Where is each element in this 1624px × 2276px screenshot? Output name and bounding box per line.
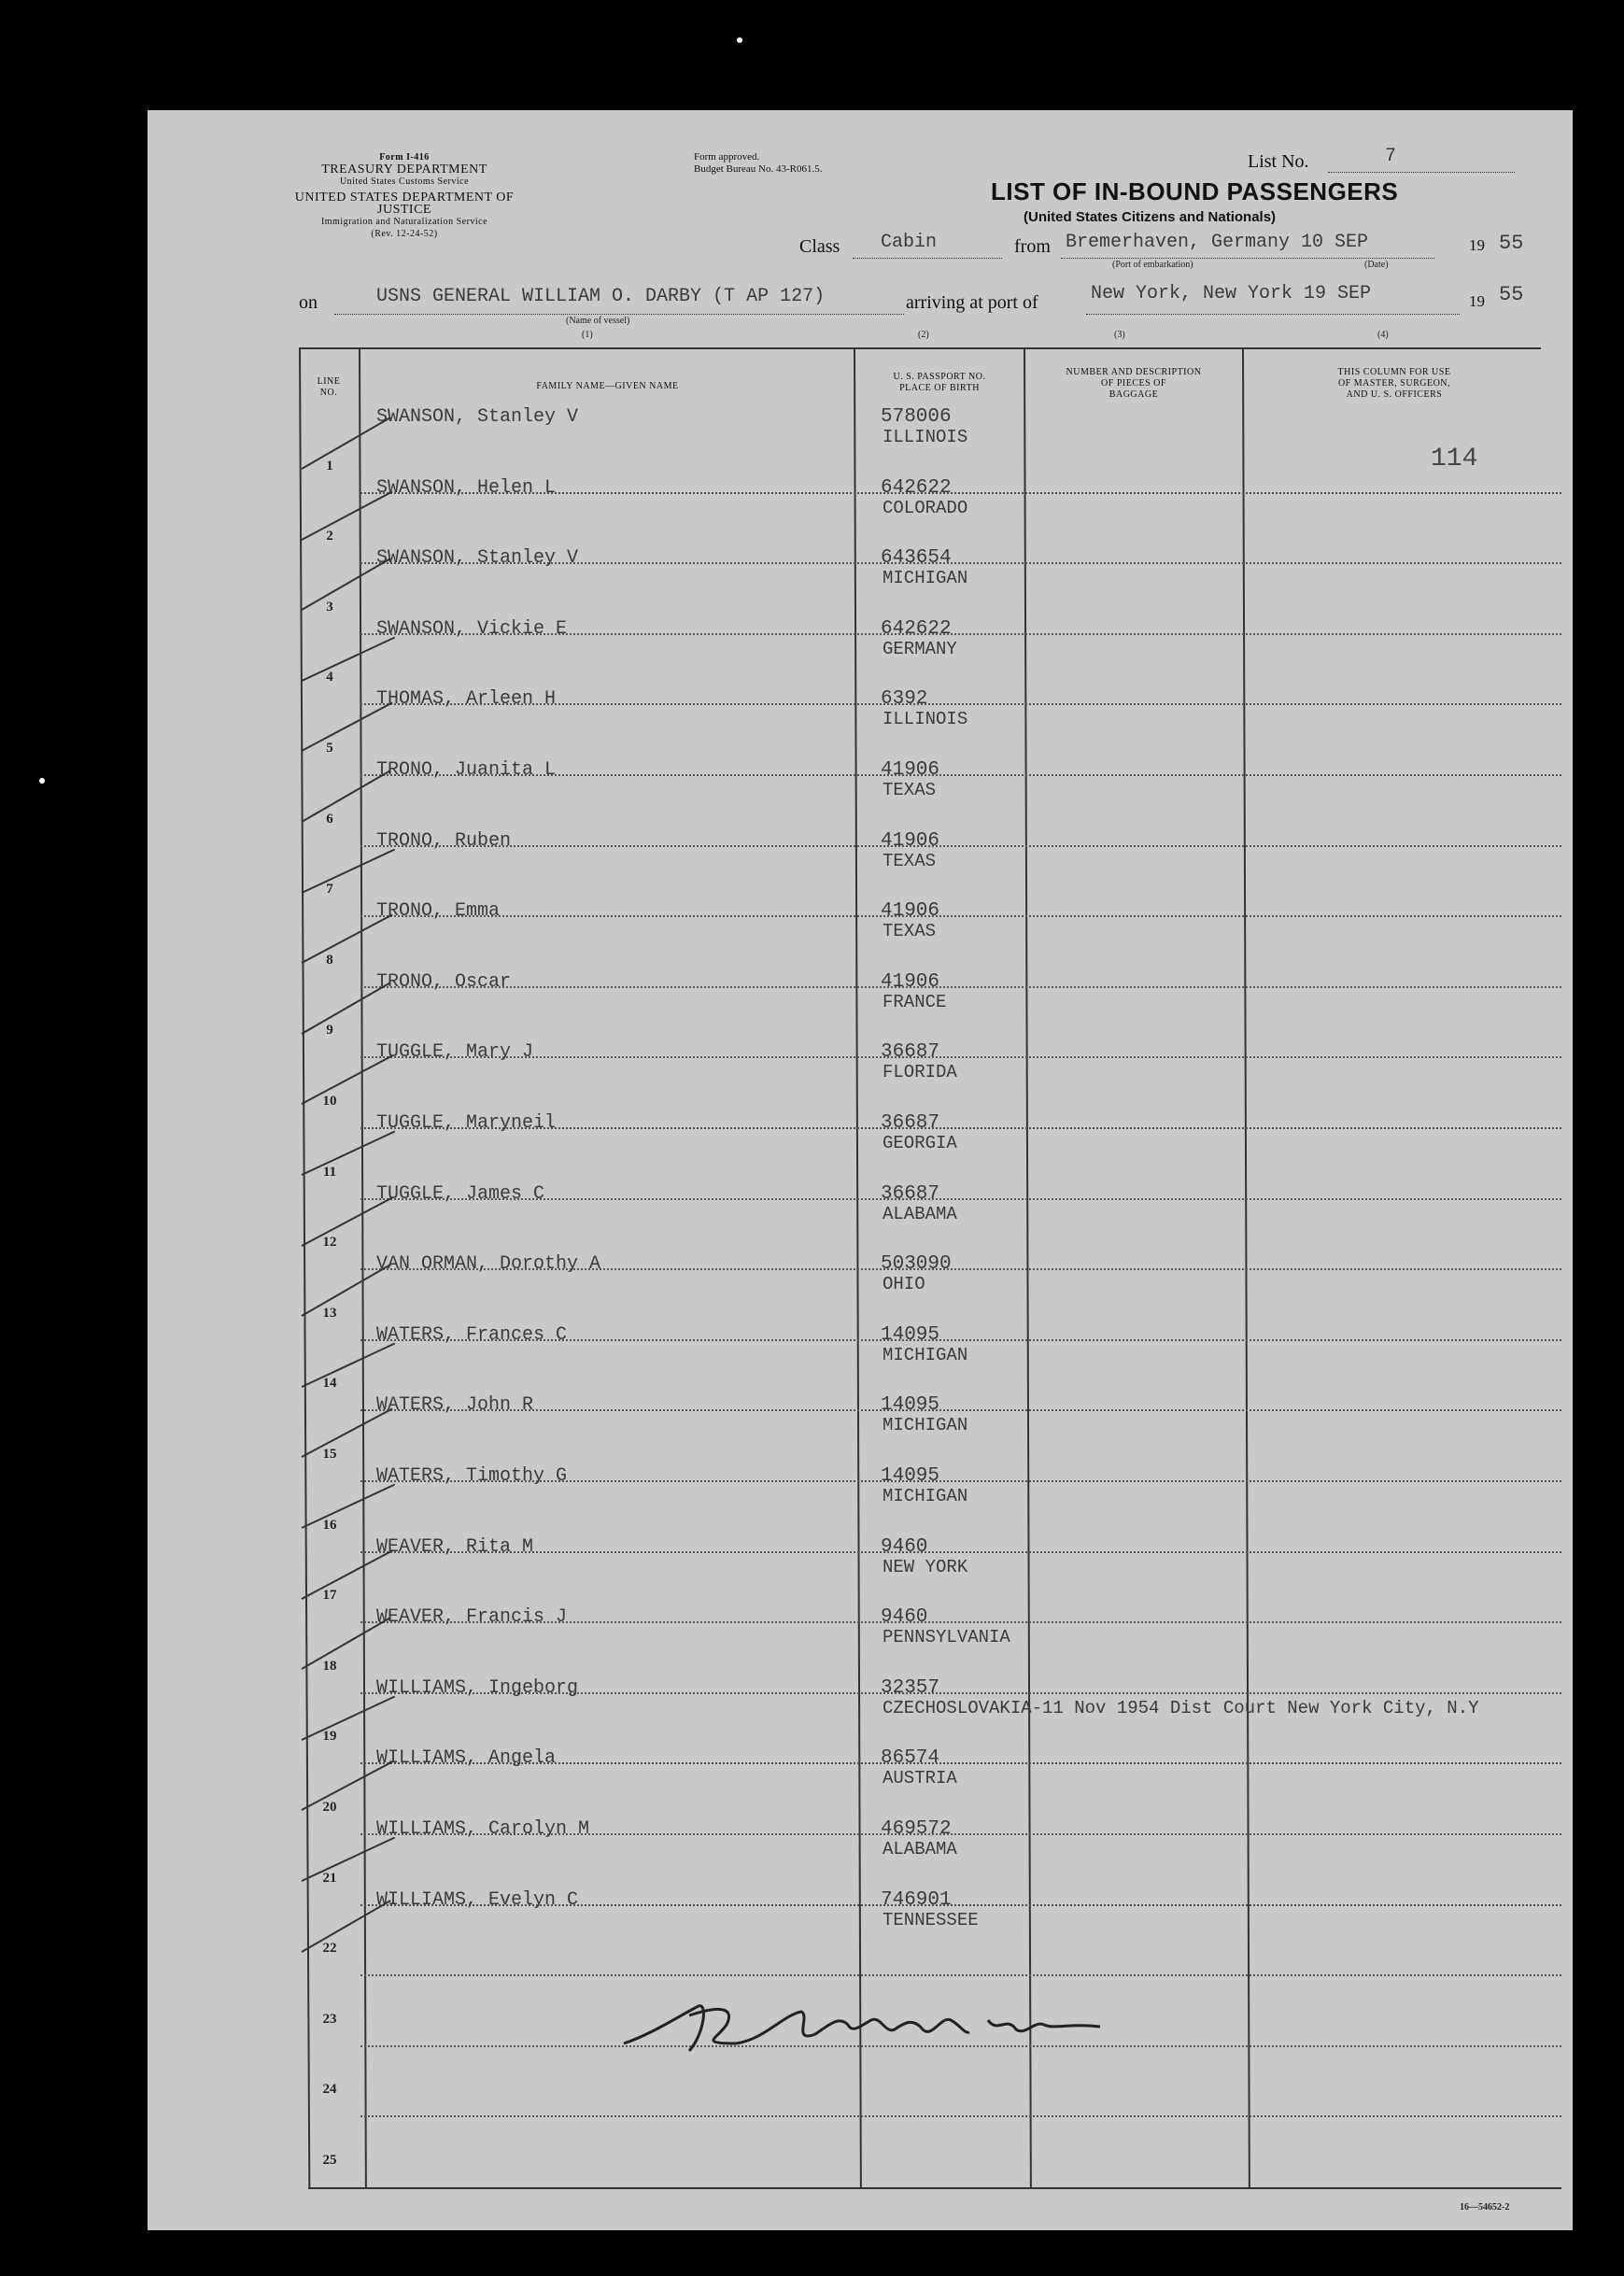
row-divider <box>360 1056 1561 1058</box>
line-number: 16 <box>322 1517 337 1533</box>
line-number: 15 <box>322 1447 337 1462</box>
passport-number: 36687 <box>881 1182 940 1205</box>
justice-dept: UNITED STATES DEPARTMENT OF JUSTICE <box>294 191 515 217</box>
place-of-birth: OHIO <box>883 1274 925 1295</box>
place-of-birth: PENNSYLVANIA <box>883 1627 1010 1648</box>
passport-number: 14095 <box>881 1394 940 1417</box>
place-of-birth: ALABAMA <box>883 1839 957 1859</box>
customs-service: United States Customs Service <box>339 177 470 187</box>
place-of-birth: GERMANY <box>883 638 957 659</box>
passport-number: 41906 <box>881 900 940 923</box>
line-number: 24 <box>322 2082 337 2098</box>
check-mark <box>302 1196 393 1246</box>
line-number: 8 <box>326 952 333 968</box>
class-value: Cabin <box>881 232 938 253</box>
check-mark <box>302 1549 393 1599</box>
line-number: 17 <box>322 1588 337 1604</box>
check-mark <box>302 1264 391 1317</box>
row-divider <box>360 1551 1561 1553</box>
from-label: from <box>1014 236 1051 257</box>
check-mark <box>302 490 393 540</box>
place-of-birth: MICHIGAN <box>883 1415 968 1436</box>
line-number: 18 <box>322 1658 337 1674</box>
passenger-name: WILLIAMS, Angela <box>376 1747 557 1770</box>
passenger-name: TUGGLE, Maryneil <box>376 1112 557 1134</box>
place-of-birth: ILLINOIS <box>883 709 968 730</box>
row-divider <box>360 845 1561 847</box>
check-mark <box>302 1484 396 1529</box>
class-label: Class <box>799 236 840 257</box>
ins-service: Immigration and Naturalization Service <box>320 217 488 227</box>
port-caption: (Port of embarkation) <box>1112 260 1193 270</box>
place-of-birth: CZECHOSLOVAKIA-11 Nov 1954 Dist Court New York City, N.Y <box>883 1697 1479 1718</box>
passport-number: 14095 <box>881 1323 940 1346</box>
check-mark <box>302 848 396 893</box>
line-number: 11 <box>322 1164 337 1180</box>
col-number-1: (1) <box>582 330 593 340</box>
form-number: Form I-416 <box>379 152 430 163</box>
passenger-name: SWANSON, Stanley V <box>376 547 579 570</box>
place-of-birth: GEORGIA <box>883 1133 957 1153</box>
check-mark <box>302 702 393 752</box>
line-number: 14 <box>322 1376 337 1392</box>
approval-block <box>694 151 822 176</box>
line-number: 5 <box>326 741 333 756</box>
signature <box>614 1978 1137 2062</box>
passport-number: 32357 <box>881 1676 940 1699</box>
passenger-name: TUGGLE, James C <box>376 1182 545 1205</box>
embarkation-port: Bremerhaven, Germany 10 SEP <box>1066 232 1369 253</box>
passenger-name: THOMAS, Arleen H <box>376 688 557 711</box>
row-divider <box>360 1409 1561 1411</box>
place-of-birth: TEXAS <box>883 780 937 800</box>
col-number-4: (4) <box>1377 330 1389 340</box>
passenger-name: WATERS, Frances C <box>376 1323 568 1346</box>
passenger-name: SWANSON, Vickie E <box>376 617 568 640</box>
line-number: 20 <box>322 1800 337 1815</box>
check-mark <box>302 1131 396 1176</box>
place-of-birth: NEW YORK <box>883 1556 968 1577</box>
passenger-name: TRONO, Emma <box>376 900 501 923</box>
line-number: 23 <box>322 2011 337 2027</box>
check-mark <box>302 982 391 1035</box>
passport-number: 503090 <box>881 1253 952 1276</box>
row-divider <box>360 1974 1561 1976</box>
line-number: 7 <box>326 882 333 898</box>
passport-number: 578006 <box>881 406 952 428</box>
passport-number: 9460 <box>881 1535 928 1558</box>
list-number: 7 <box>1385 146 1397 167</box>
vessel-line <box>334 314 904 315</box>
header-line-no: LINE NO. <box>317 376 341 398</box>
arriving-label: arriving at port of <box>906 292 1038 313</box>
passenger-name: TRONO, Juanita L <box>376 759 557 781</box>
form-subtitle: (United States Citizens and Nationals) <box>1024 209 1277 225</box>
speck <box>737 37 742 43</box>
place-of-birth: TEXAS <box>883 850 937 871</box>
col-number-2: (2) <box>918 330 929 340</box>
passenger-name: WEAVER, Rita M <box>376 1535 534 1558</box>
passport-number: 14095 <box>881 1465 940 1487</box>
header-baggage: NUMBER AND DESCRIPTION OF PIECES OF BAGGAGE <box>1066 367 1202 400</box>
line-number: 12 <box>322 1235 337 1251</box>
passenger-name: SWANSON, Helen L <box>376 476 557 499</box>
passenger-name: WATERS, John R <box>376 1394 534 1417</box>
revision-date: (Rev. 12-24-52) <box>371 229 438 239</box>
line-number: 13 <box>322 1305 337 1321</box>
place-of-birth: MICHIGAN <box>883 1344 968 1365</box>
speck <box>39 778 45 784</box>
check-mark <box>302 417 391 470</box>
arrival-port: New York, New York 19 SEP <box>1091 283 1372 304</box>
passport-number: 36687 <box>881 1112 940 1134</box>
vessel-name: USNS GENERAL WILLIAM O. DARBY (T AP 127) <box>376 286 826 307</box>
table-top-border <box>299 347 1541 349</box>
place-of-birth: MICHIGAN <box>883 568 968 589</box>
header-officers: THIS COLUMN FOR USE OF MASTER, SURGEON, AND U. S. OFFICERS <box>1337 367 1451 400</box>
header-family-name: FAMILY NAME—GIVEN NAME <box>536 381 679 391</box>
place-of-birth: AUSTRIA <box>883 1768 957 1789</box>
budget-bureau: Budget Bureau No. 43-R061.5. <box>694 163 823 175</box>
passenger-name: WILLIAMS, Carolyn M <box>376 1818 590 1840</box>
line-number: 21 <box>322 1870 337 1886</box>
line-number: 4 <box>326 670 333 686</box>
place-of-birth: FLORIDA <box>883 1062 957 1083</box>
line-number: 9 <box>326 1023 333 1039</box>
passenger-name: TRONO, Ruben <box>376 829 512 852</box>
arrival-line <box>1086 314 1460 315</box>
line-number: 25 <box>322 2153 337 2168</box>
passenger-name: WILLIAMS, Ingeborg <box>376 1676 579 1699</box>
place-of-birth: MICHIGAN <box>883 1486 968 1506</box>
date-caption: (Date) <box>1364 260 1389 270</box>
footer-code: 16—54652-2 <box>1460 2202 1510 2212</box>
officer-mark: 114 <box>1431 445 1478 474</box>
place-of-birth: FRANCE <box>883 991 947 1012</box>
passport-number: 86574 <box>881 1747 940 1770</box>
table-bottom-border <box>308 2187 1561 2189</box>
check-mark <box>302 1695 396 1740</box>
check-mark <box>302 1761 393 1811</box>
header-passport: U. S. PASSPORT NO. PLACE OF BIRTH <box>893 372 986 393</box>
passport-number: 9460 <box>881 1606 928 1629</box>
table-left-border <box>299 347 310 2189</box>
check-mark <box>302 1837 396 1882</box>
place-of-birth: ALABAMA <box>883 1203 957 1224</box>
check-mark <box>302 914 393 964</box>
line-number: 3 <box>326 599 333 615</box>
list-number-line <box>1328 172 1515 173</box>
passport-number: 41906 <box>881 829 940 852</box>
check-mark <box>302 1900 391 1953</box>
class-line <box>853 258 1002 259</box>
passenger-name: WILLIAMS, Evelyn C <box>376 1888 579 1911</box>
place-of-birth: TENNESSEE <box>883 1909 979 1930</box>
passport-number: 746901 <box>881 1888 952 1911</box>
row-divider <box>360 2115 1561 2117</box>
passport-number: 41906 <box>881 970 940 993</box>
on-label: on <box>299 292 318 313</box>
line-number: 19 <box>322 1729 337 1745</box>
passenger-name: WATERS, Timothy G <box>376 1465 568 1487</box>
check-mark <box>302 1617 391 1670</box>
form-approved: Form approved. <box>694 151 760 163</box>
check-mark <box>302 636 396 681</box>
passenger-name: TUGGLE, Mary J <box>376 1041 534 1064</box>
year-2: 55 <box>1499 283 1524 306</box>
passport-number: 642622 <box>881 617 952 640</box>
form-title: LIST OF IN-BOUND PASSENGERS <box>991 177 1399 205</box>
department-header <box>288 151 521 240</box>
line-number: 1 <box>326 458 333 474</box>
year-1: 55 <box>1499 232 1524 255</box>
passport-number: 41906 <box>881 759 940 781</box>
check-mark <box>302 1408 393 1458</box>
row-divider <box>360 986 1561 988</box>
col-number-3: (3) <box>1114 330 1125 340</box>
year-prefix-1: 19 <box>1469 236 1485 254</box>
passenger-name: WEAVER, Francis J <box>376 1606 568 1629</box>
check-mark <box>302 1055 393 1105</box>
line-number: 2 <box>326 529 333 544</box>
passport-number: 642622 <box>881 476 952 499</box>
line-number: 6 <box>326 811 333 827</box>
line-number: 22 <box>322 1941 337 1957</box>
passenger-manifest-sheet <box>148 110 1573 2230</box>
list-number-label: List No. <box>1248 151 1309 172</box>
year-prefix-2: 19 <box>1469 292 1485 310</box>
passport-number: 643654 <box>881 547 952 570</box>
passenger-name: SWANSON, Stanley V <box>376 406 579 428</box>
place-of-birth: ILLINOIS <box>883 427 968 447</box>
treasury-dept: TREASURY DEPARTMENT <box>321 163 487 177</box>
place-of-birth: TEXAS <box>883 921 937 942</box>
embarkation-line <box>1061 258 1434 259</box>
passport-number: 36687 <box>881 1041 940 1064</box>
passenger-name: VAN ORMAN, Dorothy A <box>376 1253 601 1276</box>
row-divider <box>360 915 1561 917</box>
place-of-birth: COLORADO <box>883 497 968 518</box>
check-mark <box>302 1342 396 1387</box>
passport-number: 469572 <box>881 1818 952 1840</box>
passport-number: 6392 <box>881 688 928 711</box>
check-mark <box>302 770 391 823</box>
check-mark <box>302 558 391 611</box>
line-number: 10 <box>322 1094 337 1109</box>
vessel-caption: (Name of vessel) <box>566 316 630 326</box>
passenger-name: TRONO, Oscar <box>376 970 512 993</box>
